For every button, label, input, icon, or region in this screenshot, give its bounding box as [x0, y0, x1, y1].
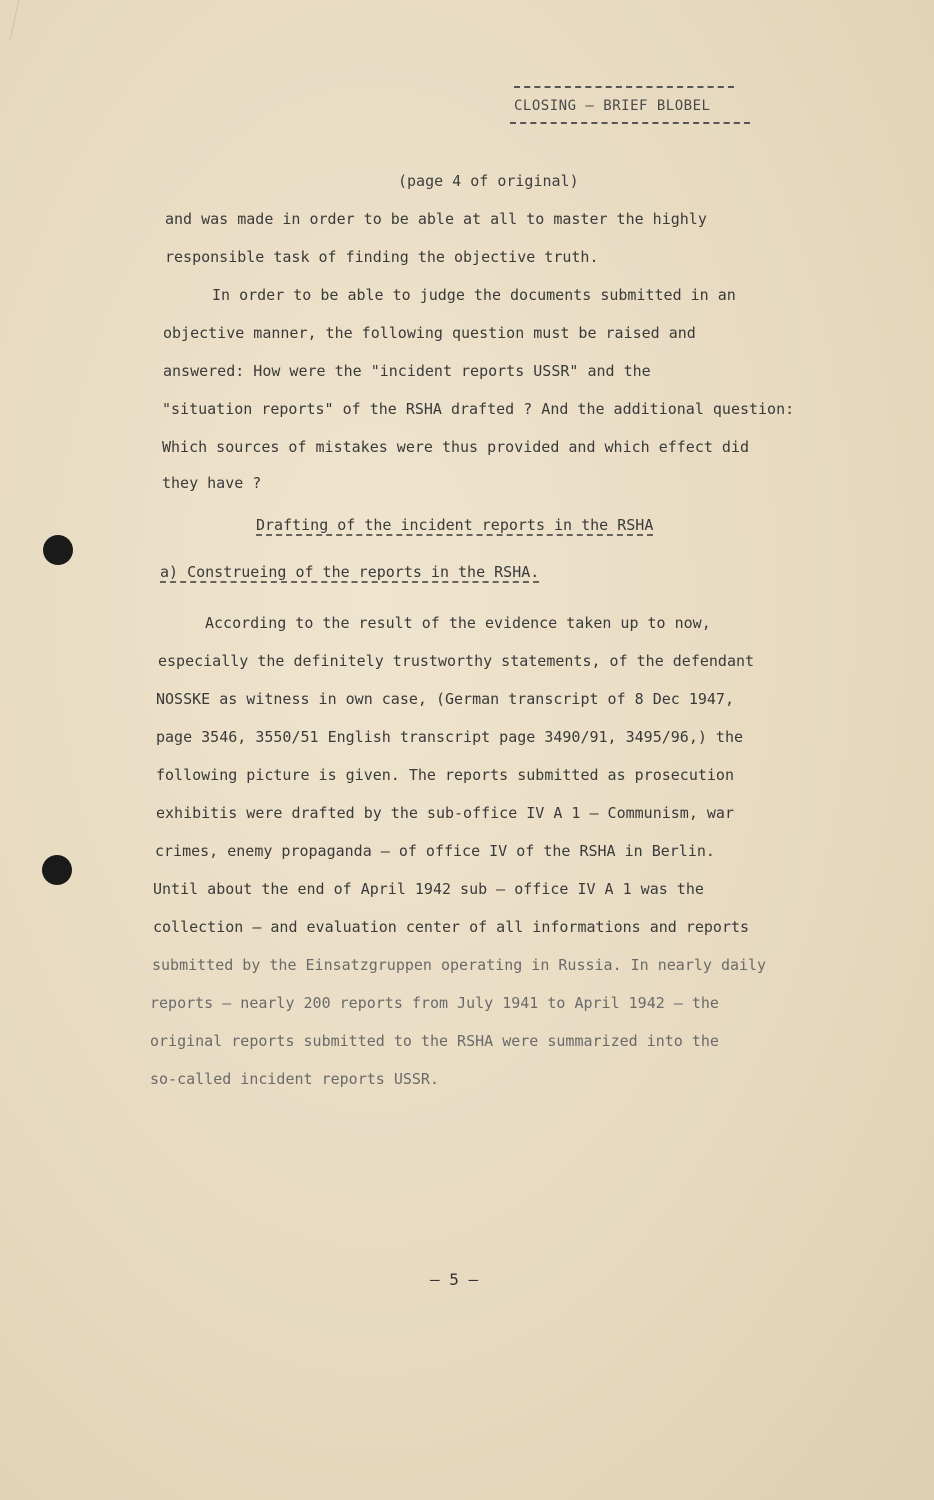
- body-line: crimes, enemy propaganda – of office IV of the RSHA in Berlin.: [155, 842, 715, 860]
- body-line: According to the result of the evidence taken up to now,: [205, 614, 711, 632]
- punch-hole: [42, 855, 72, 885]
- body-line: following picture is given. The reports submitted as prosecution: [156, 766, 734, 784]
- text-line: they have ?: [162, 474, 262, 492]
- punch-hole: [43, 535, 73, 565]
- text-line: Which sources of mistakes were thus provided and which effect did: [162, 438, 749, 456]
- body-line: page 3546, 3550/51 English transcript page 3490/91, 3495/96,) the: [156, 728, 743, 746]
- text-line: "situation reports" of the RSHA drafted ? And the additional question:: [162, 400, 795, 418]
- text-line: answered: How were the "incident reports USSR" and the: [163, 362, 651, 380]
- body-line: original reports submitted to the RSHA were summarized into the: [150, 1032, 719, 1050]
- header-title: CLOSING – BRIEF BLOBEL: [514, 98, 711, 114]
- body-line: Until about the end of April 1942 sub – office IV A 1 was the: [153, 880, 704, 898]
- page-number: – 5 –: [430, 1270, 479, 1289]
- body-line: especially the definitely trustworthy statements, of the defendant: [158, 652, 755, 670]
- subsection-heading: a) Construeing of the reports in the RSHA.: [160, 563, 540, 581]
- body-line: so-called incident reports USSR.: [150, 1070, 439, 1088]
- text-line: responsible task of finding the objective truth.: [165, 248, 599, 266]
- text-line: and was made in order to be able at all to master the highly: [165, 210, 707, 228]
- text-line: In order to be able to judge the documents submitted in an: [212, 286, 736, 304]
- body-line: reports – nearly 200 reports from July 1941 to April 1942 – the: [150, 994, 719, 1012]
- body-line: submitted by the Einsatzgruppen operating in Russia. In nearly daily: [152, 956, 767, 974]
- header-bottom-dashes: [510, 122, 750, 124]
- body-line: exhibitis were drafted by the sub-office IV A 1 – Communism, war: [156, 804, 734, 822]
- original-page-reference: (page 4 of original): [398, 172, 579, 190]
- body-line: collection – and evaluation center of all informations and reports: [153, 918, 750, 936]
- body-line: NOSSKE as witness in own case, (German transcript of 8 Dec 1947,: [156, 690, 734, 708]
- text-line: objective manner, the following question must be raised and: [163, 324, 696, 342]
- section-heading: Drafting of the incident reports in the RSHA: [256, 516, 654, 534]
- header-block: [510, 86, 760, 124]
- corner-fold-mark: [0, 0, 19, 40]
